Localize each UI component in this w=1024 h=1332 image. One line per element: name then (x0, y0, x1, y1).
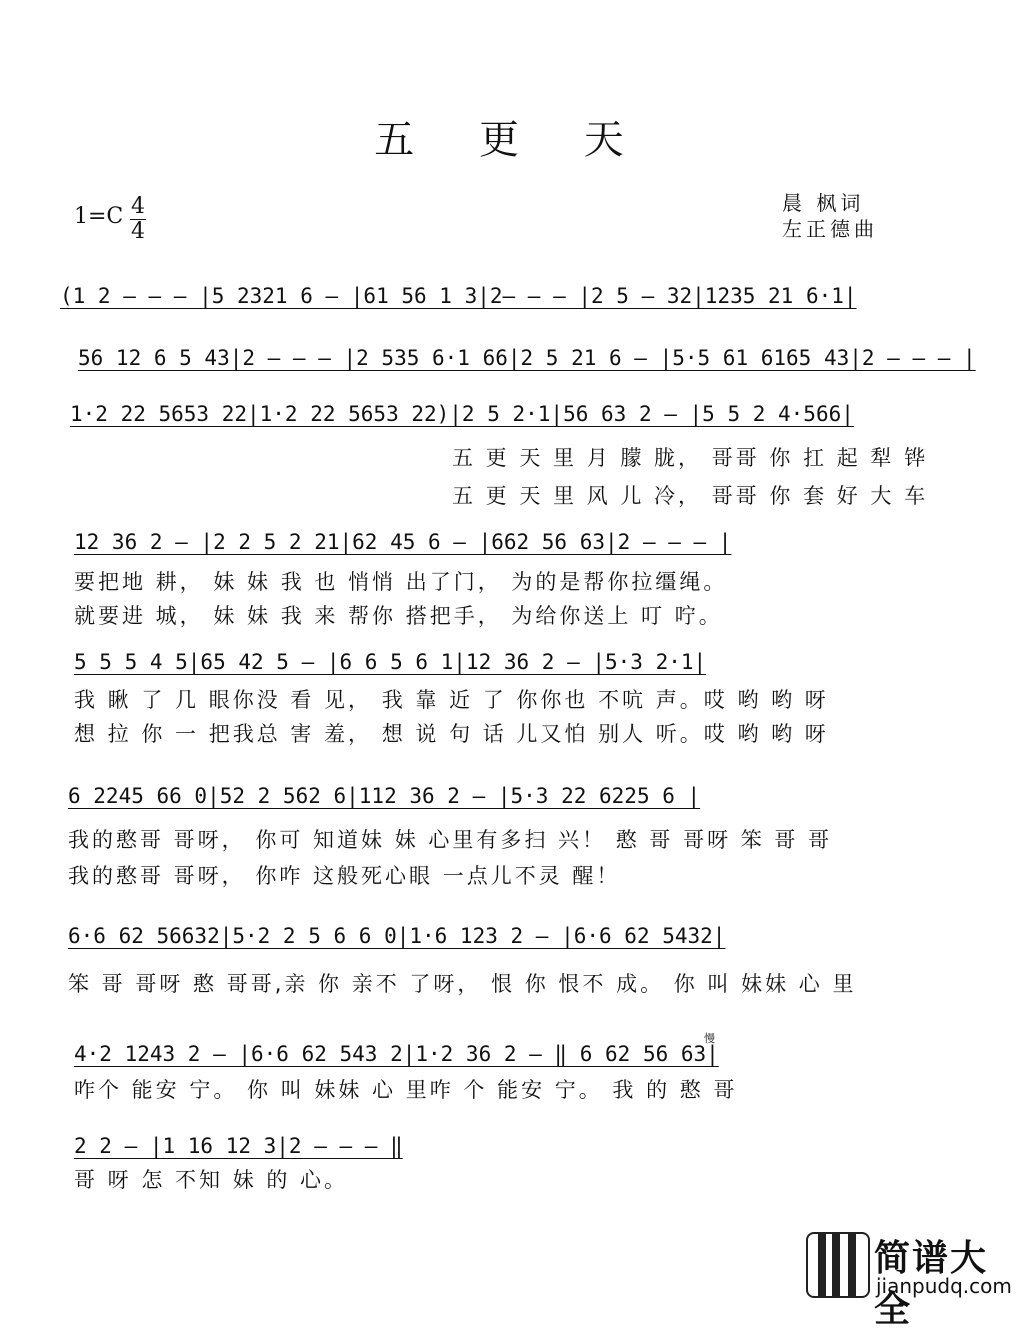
lyric-line-9: 笨 哥 哥呀 憨 哥哥,亲 你 亲不 了呀， 恨 你 恨不 成。 你 叫 妹妹 心 里 (68, 972, 857, 996)
time-signature-bottom: 4 (131, 219, 145, 244)
notation-line-5: 5 5 5 4 5|65 42 5 — |6 6 5 6 1|12 36 2 — |5·3 2·1| (74, 650, 707, 674)
lyric-line-2: 五 更 天 里 风 儿 冷， 哥哥 你 套 好 大 车 (452, 484, 929, 508)
lyric-line-1: 五 更 天 里 月 朦 胧， 哥哥 你 扛 起 犁 铧 (452, 446, 929, 470)
notation-line-8: 4·2 1243 2 — |6·6 62 543 2|1·2 36 2 — ‖ 6 62 56 63| (74, 1042, 719, 1066)
watermark-name: 简谱大全 (874, 1238, 989, 1330)
time-signature-top: 4 (131, 194, 145, 219)
lyric-line-5: 我 瞅 了 几 眼你没 看 见， 我 靠 近 了 你你也 不吭 声。哎 哟 哟 呀 (74, 688, 829, 712)
site-watermark (806, 1232, 1022, 1330)
lyric-line-11: 哥 呀 怎 不知 妹 的 心。 (74, 1168, 349, 1192)
watermark-url: jianpudq.com (876, 1274, 1012, 1298)
notation-line-6: 6 2245 66 0|52 2 562 6|112 36 2 — |5·3 22 6225 6 | (68, 784, 701, 808)
notation-line-7: 6·6 62 56632|5·2 2 5 6 6 0|1·6 123 2 — |6·6 62 5432| (68, 924, 726, 948)
tempo-mark: 慢 (704, 1032, 715, 1045)
composer-credit: 左正德曲 (782, 217, 878, 241)
lyric-line-3: 要把地 耕， 妹 妹 我 也 悄悄 出了门， 为的是帮你拉缰绳。 (74, 570, 728, 594)
lyric-line-7: 我的憨哥 哥呀， 你可 知道妹 妹 心里有多扫 兴！ 憨 哥 哥呀 笨 哥 哥 (68, 828, 833, 852)
notation-line-3: 1·2 22 5653 22|1·2 22 5653 22)|2 5 2·1|56 63 2 — |5 5 2 4·566| (70, 402, 854, 426)
notation-line-1: (1 2 — — — |5 2321 6 — |61 56 1 3|2— — — |2 5 — 32|1235 21 6·1| (60, 284, 857, 308)
notation-line-4: 12 36 2 — |2 2 5 2 21|62 45 6 — |662 56 63|2 — — — | (74, 530, 732, 554)
notation-line-9: 2 2 — |1 16 12 3|2 — — — ‖ (74, 1134, 403, 1158)
time-signature (130, 196, 146, 243)
song-title: 五 更 天 (374, 117, 650, 163)
lyric-line-10: 咋个 能安 宁。 你 叫 妹妹 心 里咋 个 能安 宁。 我 的 憨 哥 (74, 1078, 738, 1102)
piano-keys-icon (806, 1232, 870, 1298)
key-signature: 1=C (74, 204, 124, 229)
lyric-line-4: 就要进 城， 妹 妹 我 来 帮你 搭把手， 为给你送上 叮 咛。 (74, 604, 723, 628)
notation-line-2: 56 12 6 5 43|2 — — — |2 535 6·1 66|2 5 21 6 — |5·5 61 6165 43|2 — — — | (78, 346, 976, 370)
lyricist-credit: 晨 枫词 (782, 191, 865, 215)
lyric-line-8: 我的憨哥 哥呀， 你咋 这般死心眼 一点儿不灵 醒！ (68, 864, 621, 888)
lyric-line-6: 想 拉 你 一 把我总 害 羞， 想 说 句 话 儿又怕 别人 听。哎 哟 哟 呀 (74, 722, 829, 746)
credits (782, 190, 878, 242)
